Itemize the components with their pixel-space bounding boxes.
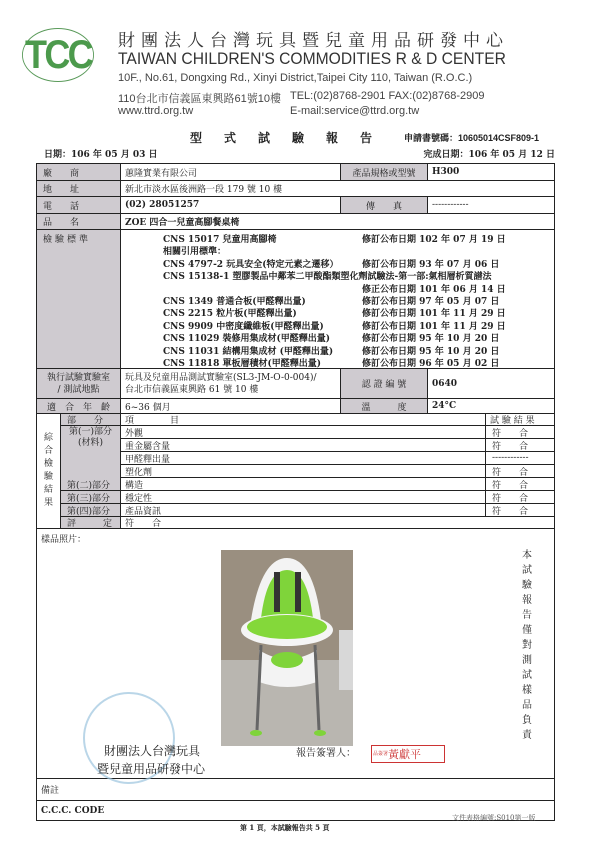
product-value: ZOE 四合一兒童高腳餐桌椅 (121, 214, 554, 230)
fax-value: ------------ (428, 197, 554, 214)
cert-label: 認 證 編 號 (341, 369, 428, 399)
result-item: 重金屬含量 (121, 439, 486, 452)
standard-name: CNS 15138-1 塑膠製品中鄰苯二甲酸酯類塑化劑試驗法-第一部:氣相層析質譜法 (163, 272, 492, 283)
fax-label: 傳 真 (341, 197, 428, 214)
result-item: 甲醛釋出量 (121, 452, 486, 465)
age-label: 適 合 年 齡 (37, 399, 121, 414)
address-label: 地 址 (37, 181, 121, 197)
org-sign-2: 暨兒童用品研發中心 (97, 762, 206, 776)
org-name-cn: 財團法人台灣玩具暨兒童用品研發中心 (118, 31, 509, 51)
standard-name: CNS 9909 中密度纖維板(甲醛釋出量) (163, 321, 324, 332)
ccc-label: C.C.C. CODE (41, 805, 105, 816)
product-photo (221, 550, 353, 746)
part1-name: 第(一)部分 (68, 427, 113, 437)
result-item: 外觀 (121, 426, 486, 439)
standard-date: 修訂公布日期 95 年 10 月 20 日 (362, 346, 500, 357)
standard-date: 修訂公布日期 96 年 05 月 02 日 (362, 359, 500, 369)
part-header: 部 分 (61, 414, 121, 426)
result-item: 穩定性 (121, 491, 486, 504)
verdict-label: 評 定 (61, 517, 121, 529)
org-name-en: TAIWAN CHILDREN'S COMMODITIES R & D CENTER (118, 49, 506, 68)
address-en: 10F., No.61, Dongxing Rd., Xinyi District,Taipei City 110, Taiwan (R.O.C.) (118, 72, 473, 84)
address-cn: 110台北市信義區東興路61號10樓 (118, 93, 282, 105)
standard-name: CNS 4797-2 玩具安全(特定元素之遷移） (163, 259, 339, 270)
manufacturer-label: 廠 商 (37, 164, 121, 181)
standard-name: CNS 15017 兒童用高腳椅 (163, 235, 277, 245)
completion-date: 完成日期：106 年 05 月 12 日 (423, 150, 555, 160)
page-number: 第 1 頁，本試驗報告共 5 頁 (240, 823, 330, 832)
part-label: 第(三)部分 (61, 491, 121, 504)
application-number: 申請書號碼：10605014CSF809-1 (404, 133, 540, 143)
result-value: 符 合 (486, 465, 554, 478)
temp-label: 溫 度 (341, 399, 428, 414)
standards-label: 檢驗標準 (37, 230, 121, 369)
standard-date: 修正公布日期 101 年 06 月 14 日 (362, 284, 506, 295)
part-label: 第(四)部分 (61, 504, 121, 517)
result-value: 符 合 (486, 439, 554, 452)
result-item: 塑化劑 (121, 465, 486, 478)
phone-label: 電 話 (37, 197, 121, 214)
standard-name: CNS 1349 普通合板(甲醛釋出量) (163, 297, 306, 307)
result-value: 符 合 (486, 478, 554, 491)
standard-date: 修訂公布日期 101 年 11 月 29 日 (362, 321, 506, 332)
product-label: 品 名 (37, 214, 121, 230)
model-value: H300 (428, 164, 554, 181)
part-label: 第(二)部分 (61, 478, 121, 491)
item-header: 項 目 (121, 414, 486, 426)
photo-label: 樣品照片： (41, 535, 87, 545)
result-item: 產品資訊 (121, 504, 486, 517)
seal-small: 品簽署 (373, 751, 389, 757)
standard-name: CNS 2215 粒片板(甲醛釋出量) (163, 309, 297, 320)
part1-sub: (材料) (77, 438, 104, 448)
org-sign-1: 財團法人台灣玩具 (104, 744, 201, 758)
report-date: 日期：106 年 05 月 03 日 (44, 150, 158, 160)
address-value: 新北市淡水區後洲路一段 179 號 10 樓 (121, 181, 554, 197)
report-title: 型式試驗報告 (190, 131, 395, 145)
result-value: ------------ (486, 452, 554, 465)
result-value: 符 合 (486, 426, 554, 439)
tcc-logo: TCC (22, 28, 94, 82)
standard-date: 修訂公布日期 95 年 10 月 20 日 (362, 334, 500, 345)
part1-label (61, 426, 121, 482)
standard-name: CNS 11031 結構用集成材 (甲醛釋出量) (163, 346, 334, 357)
verdict-value: 符 合 (121, 517, 554, 529)
standard-name: CNS 11818 單板層積材(甲醛釋出量) (163, 359, 321, 369)
result-value: 符 合 (486, 491, 554, 504)
lab-value (121, 369, 341, 399)
lab-label-1: 執行試驗實驗室 (46, 372, 110, 383)
tel-fax: TEL:(02)8768-2901 FAX:(02)8768-2909 (290, 90, 485, 102)
lab-name: 玩具及兒童用品測試實驗室(SL3-JM-O-0-004)/ (125, 372, 317, 383)
lab-label-2: / 測試地點 (57, 384, 100, 395)
signer-label: 報告簽署人： (296, 748, 356, 759)
remarks-label: 備註 (41, 786, 60, 796)
standard-name: CNS 11029 裝修用集成材(甲醛釋出量) (163, 334, 330, 345)
remarks-row (37, 779, 554, 801)
responsibility-note: 本試驗報告僅對測試樣品負責 (522, 550, 532, 741)
standard-date: 修訂公布日期 97 年 05 月 07 日 (362, 297, 500, 307)
result-item: 構造 (121, 478, 486, 491)
signer-seal (371, 745, 445, 763)
phone-value: (02) 28051257 (121, 197, 341, 214)
seal-name: 黃獻平 (388, 748, 421, 761)
form-number: 文件表格編號:S010第一版 (452, 814, 536, 822)
cert-value: 0640 (428, 369, 554, 399)
standard-date: 修訂公布日期 93 年 07 月 06 日 (362, 259, 500, 270)
age-value: 6~36 個月 (121, 399, 341, 414)
lab-label (37, 369, 121, 399)
model-label: 產品規格或型號 (341, 164, 428, 181)
email: E-mail:service@ttrd.org.tw (290, 105, 420, 117)
website: www.ttrd.org.tw (118, 105, 194, 117)
standard-date: 修訂公布日期 101 年 11 月 29 日 (362, 309, 506, 320)
result-header: 試 驗 結 果 (486, 414, 554, 426)
manufacturer-value: 蕙隆實業有限公司 (121, 164, 341, 181)
result-value: 符 合 (486, 504, 554, 517)
lab-address: 台北市信義區東興路 61 號 10 樓 (125, 384, 259, 395)
standard-name: 相關引用標準： (163, 247, 227, 258)
results-side-label: 綜合檢驗結果 (37, 414, 61, 529)
temp-value: 24°C (428, 399, 554, 414)
standard-date: 修訂公布日期 102 年 07 月 19 日 (362, 235, 506, 245)
